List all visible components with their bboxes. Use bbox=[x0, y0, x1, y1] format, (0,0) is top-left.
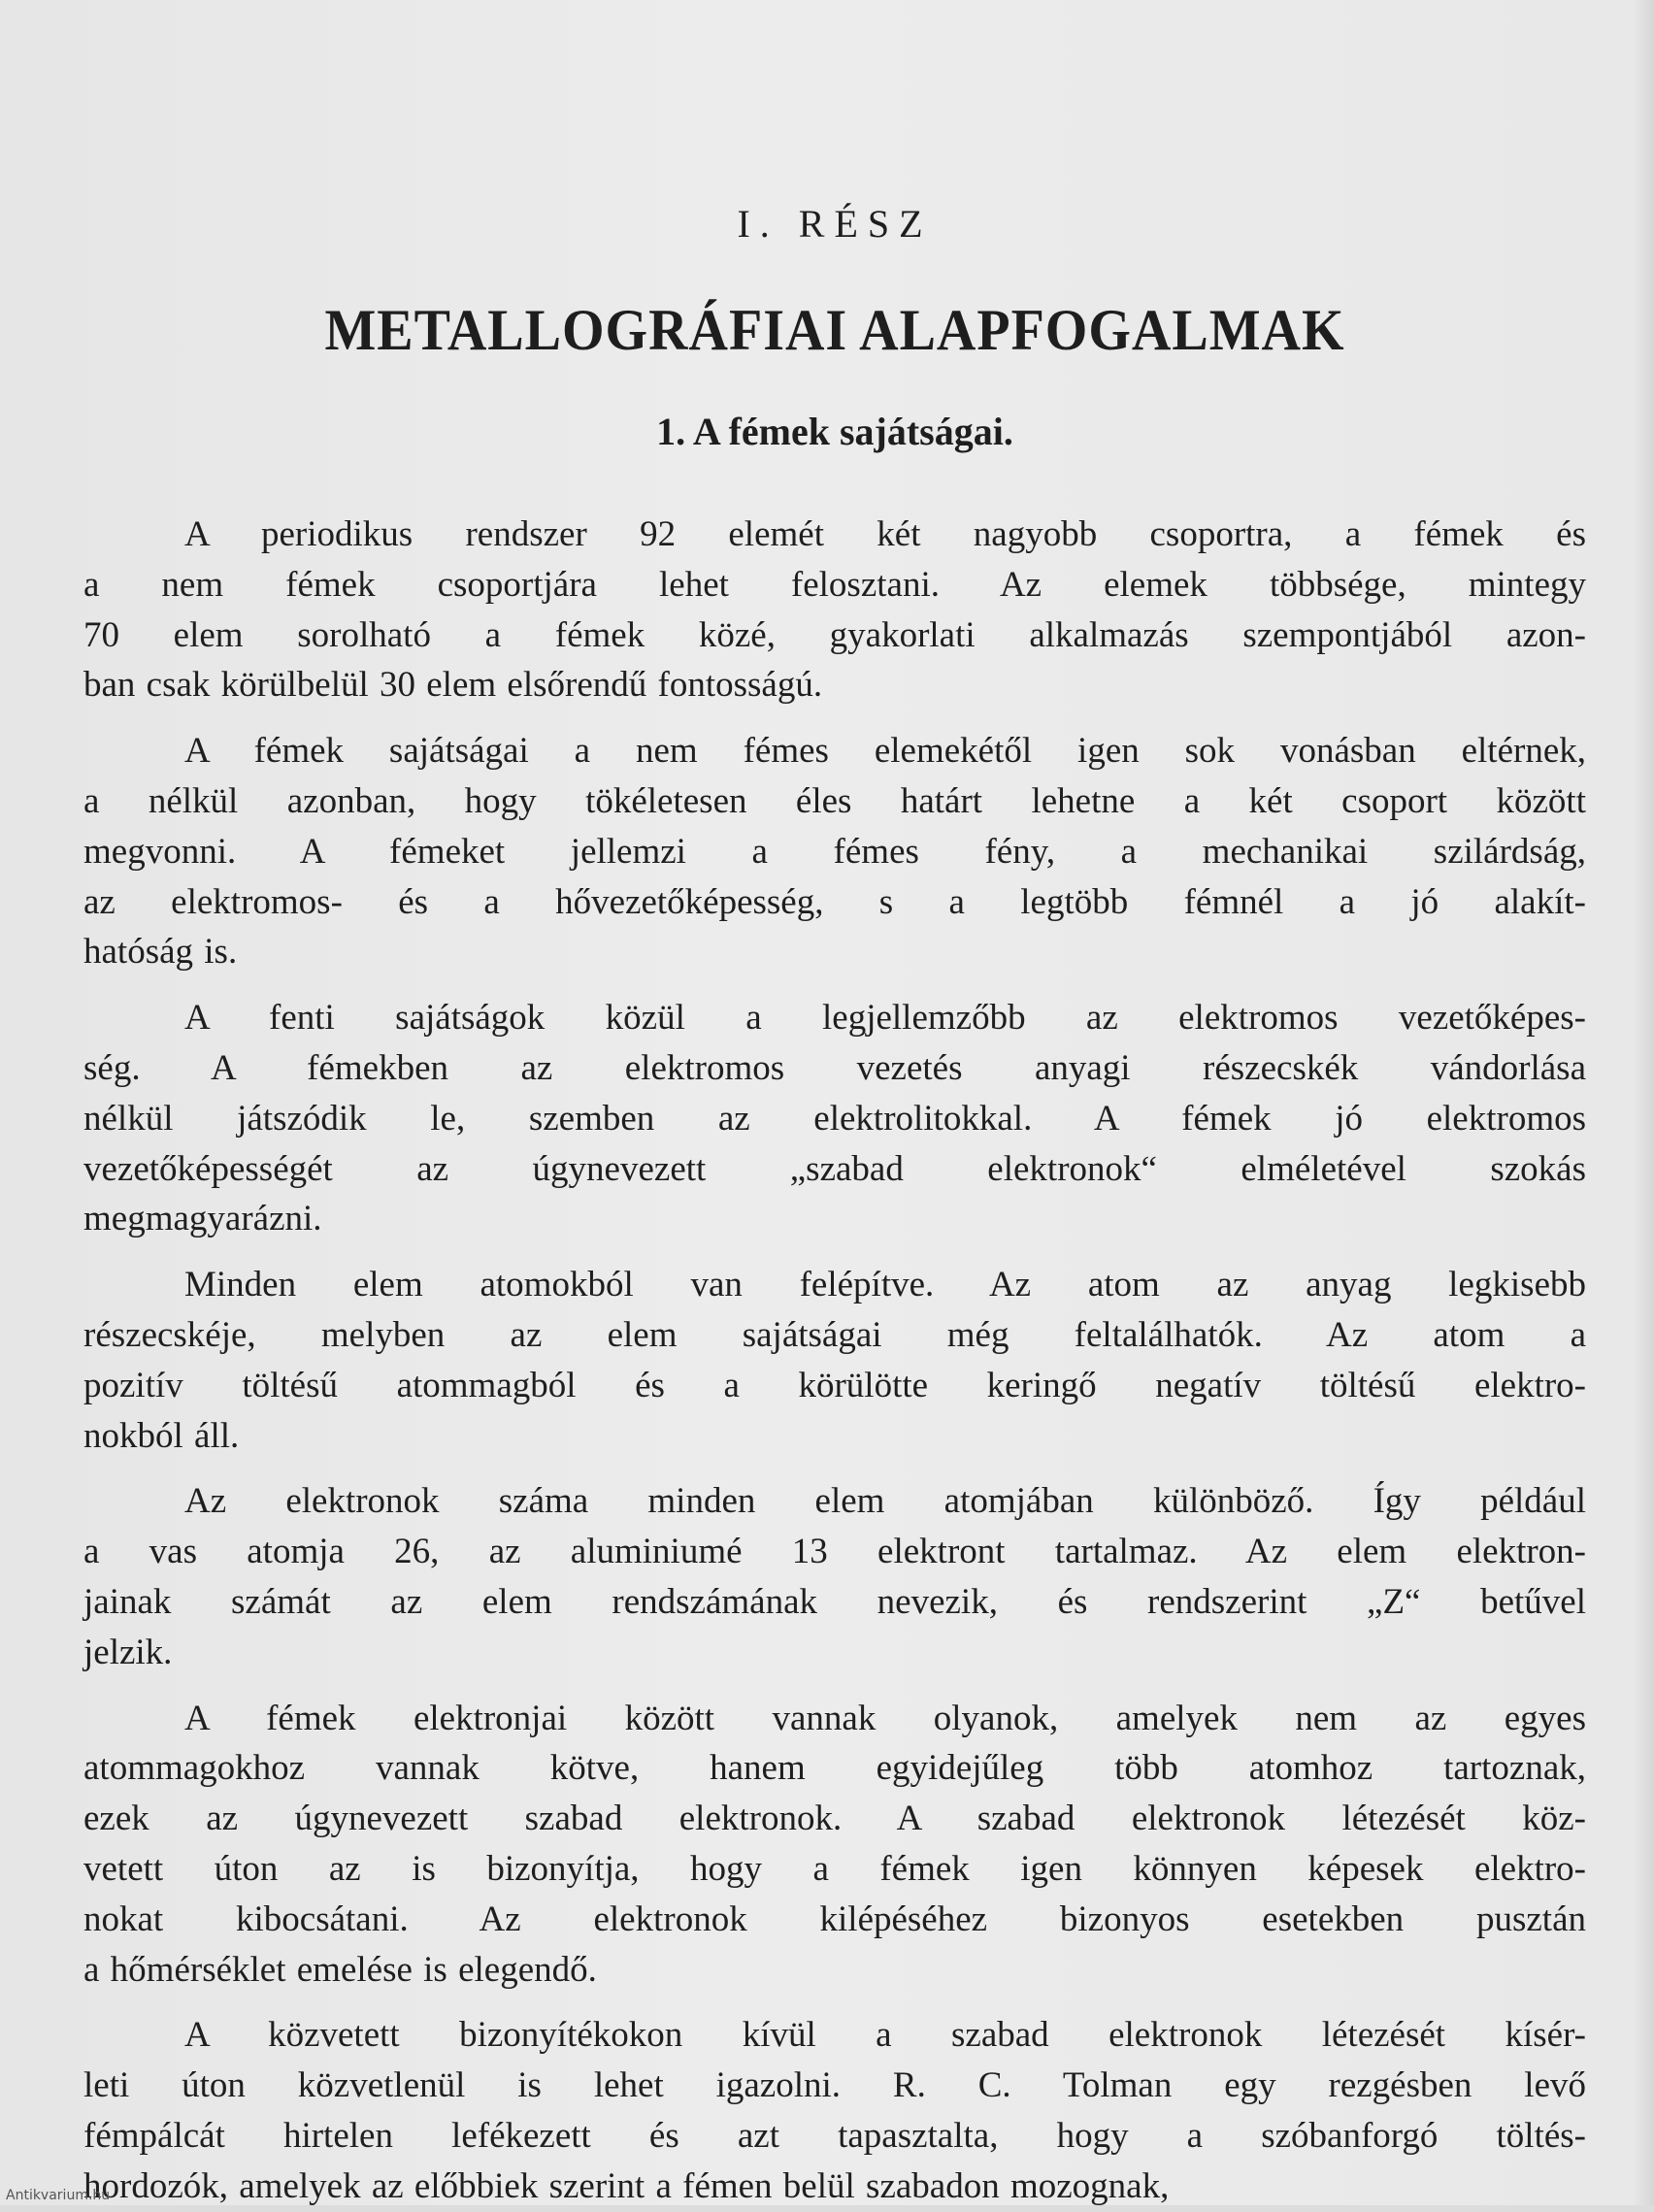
text-line: nokat kibocsátani. Az elektronok kilépéséhez bizonyos esetekben pusztán bbox=[83, 1898, 1586, 1939]
text-line: A fémek elektronjai között vannak olyanok, amelyek nem az egyes bbox=[184, 1698, 1586, 1738]
text-line: nokból áll. bbox=[83, 1415, 240, 1456]
text-line: vetett úton az is bizonyítja, hogy a fémek igen könnyen képesek elektro- bbox=[83, 1848, 1586, 1889]
text-line: vezetőképességét az úgynevezett „szabad elektronok“ elméletével szokás bbox=[83, 1148, 1586, 1189]
text-line: ség. A fémekben az elektromos vezetés anyagi részecskék vándorlása bbox=[83, 1047, 1586, 1088]
chapter-title: METALLOGRÁFIAI ALAPFOGALMAK bbox=[324, 297, 1345, 363]
text-line: jelzik. bbox=[83, 1632, 173, 1672]
text-line: hatóság is. bbox=[83, 932, 238, 973]
text-line: fémpálcát hirtelen lefékezett és azt tapasztalta, hogy a szóbanforgó töltés- bbox=[83, 2115, 1586, 2156]
text-line: A fémek sajátságai a nem fémes elemekétől igen sok vonásban eltérnek, bbox=[184, 731, 1586, 772]
paragraph bbox=[83, 726, 1586, 977]
text-line: ezek az úgynevezett szabad elektronok. A szabad elektronok létezését köz- bbox=[83, 1799, 1586, 1839]
part-heading: I. RÉSZ bbox=[737, 202, 933, 246]
text-line: A közvetett bizonyítékokon kívül a szabad elektronok létezését kísér- bbox=[184, 2015, 1586, 2056]
paragraph bbox=[83, 510, 1586, 710]
paragraph bbox=[83, 1260, 1586, 1461]
text-line: a nélkül azonban, hogy tökéletesen éles határt lehetne a két csoport között bbox=[83, 780, 1586, 821]
paragraph bbox=[83, 993, 1586, 1244]
text-line: megmagyarázni. bbox=[83, 1199, 322, 1239]
text-line: pozitív töltésű atommagból és a körülötte keringő negatív töltésű elektro- bbox=[83, 1365, 1586, 1405]
text-line: 70 elem sorolható a fémek közé, gyakorlati alkalmazás szempontjából azon- bbox=[83, 614, 1586, 655]
text-line: Minden elem atomokból van felépítve. Az atom az anyag legkisebb bbox=[184, 1265, 1586, 1305]
text-line: nélkül játszódik le, szemben az elektrolitokkal. A fémek jó elektromos bbox=[83, 1098, 1586, 1139]
text-line: a vas atomja 26, az aluminiumé 13 elektront tartalmaz. Az elem elektron- bbox=[83, 1532, 1586, 1572]
paragraph bbox=[83, 2010, 1586, 2211]
text-line: A periodikus rendszer 92 elemét két nagyobb csoportra, a fémek és bbox=[184, 514, 1586, 554]
text-line: atommagokhoz vannak kötve, hanem egyidejűleg több atomhoz tartoznak, bbox=[83, 1748, 1586, 1789]
paragraph bbox=[83, 1476, 1586, 1677]
text-line: hordozók, amelyek az előbbiek szerint a fémen belül szabadon mozognak, bbox=[83, 2165, 1170, 2206]
text-line: Az elektronok száma minden elem atomjában különböző. Így például bbox=[184, 1481, 1586, 1522]
section-heading: 1. A fémek sajátságai. bbox=[656, 410, 1013, 453]
text-line: megvonni. A fémeket jellemzi a fémes fény, a mechanikai szilárdság, bbox=[83, 831, 1586, 872]
text-line: a hőmérséklet emelése is elegendő. bbox=[83, 1949, 597, 1990]
text-line: jainak számát az elem rendszámának nevezik, és rendszerint „Z“ betűvel bbox=[83, 1581, 1586, 1622]
text-line: A fenti sajátságok közül a legjellemzőbb az elektromos vezetőképes- bbox=[184, 998, 1586, 1039]
text-line: leti úton közvetlenül is lehet igazolni. R. C. Tolman egy rezgésben levő bbox=[83, 2065, 1586, 2106]
body-text bbox=[83, 510, 1586, 2212]
text-column bbox=[83, 189, 1586, 2212]
text-line: ban csak körülbelül 30 elem elsőrendű fontosságú. bbox=[83, 665, 823, 706]
text-line: részecskéje, melyben az elem sajátságai még feltalálhatók. Az atom a bbox=[83, 1314, 1586, 1355]
text-line: a nem fémek csoportjára lehet felosztani. Az elemek többsége, mintegy bbox=[83, 564, 1586, 605]
paragraph bbox=[83, 1694, 1586, 1996]
watermark: Antikvarium.hu bbox=[6, 2188, 111, 2203]
page-edge-shadow bbox=[1633, 0, 1654, 2205]
text-line: az elektromos- és a hővezetőképesség, s a legtöbb fémnél a jó alakít- bbox=[83, 881, 1586, 922]
